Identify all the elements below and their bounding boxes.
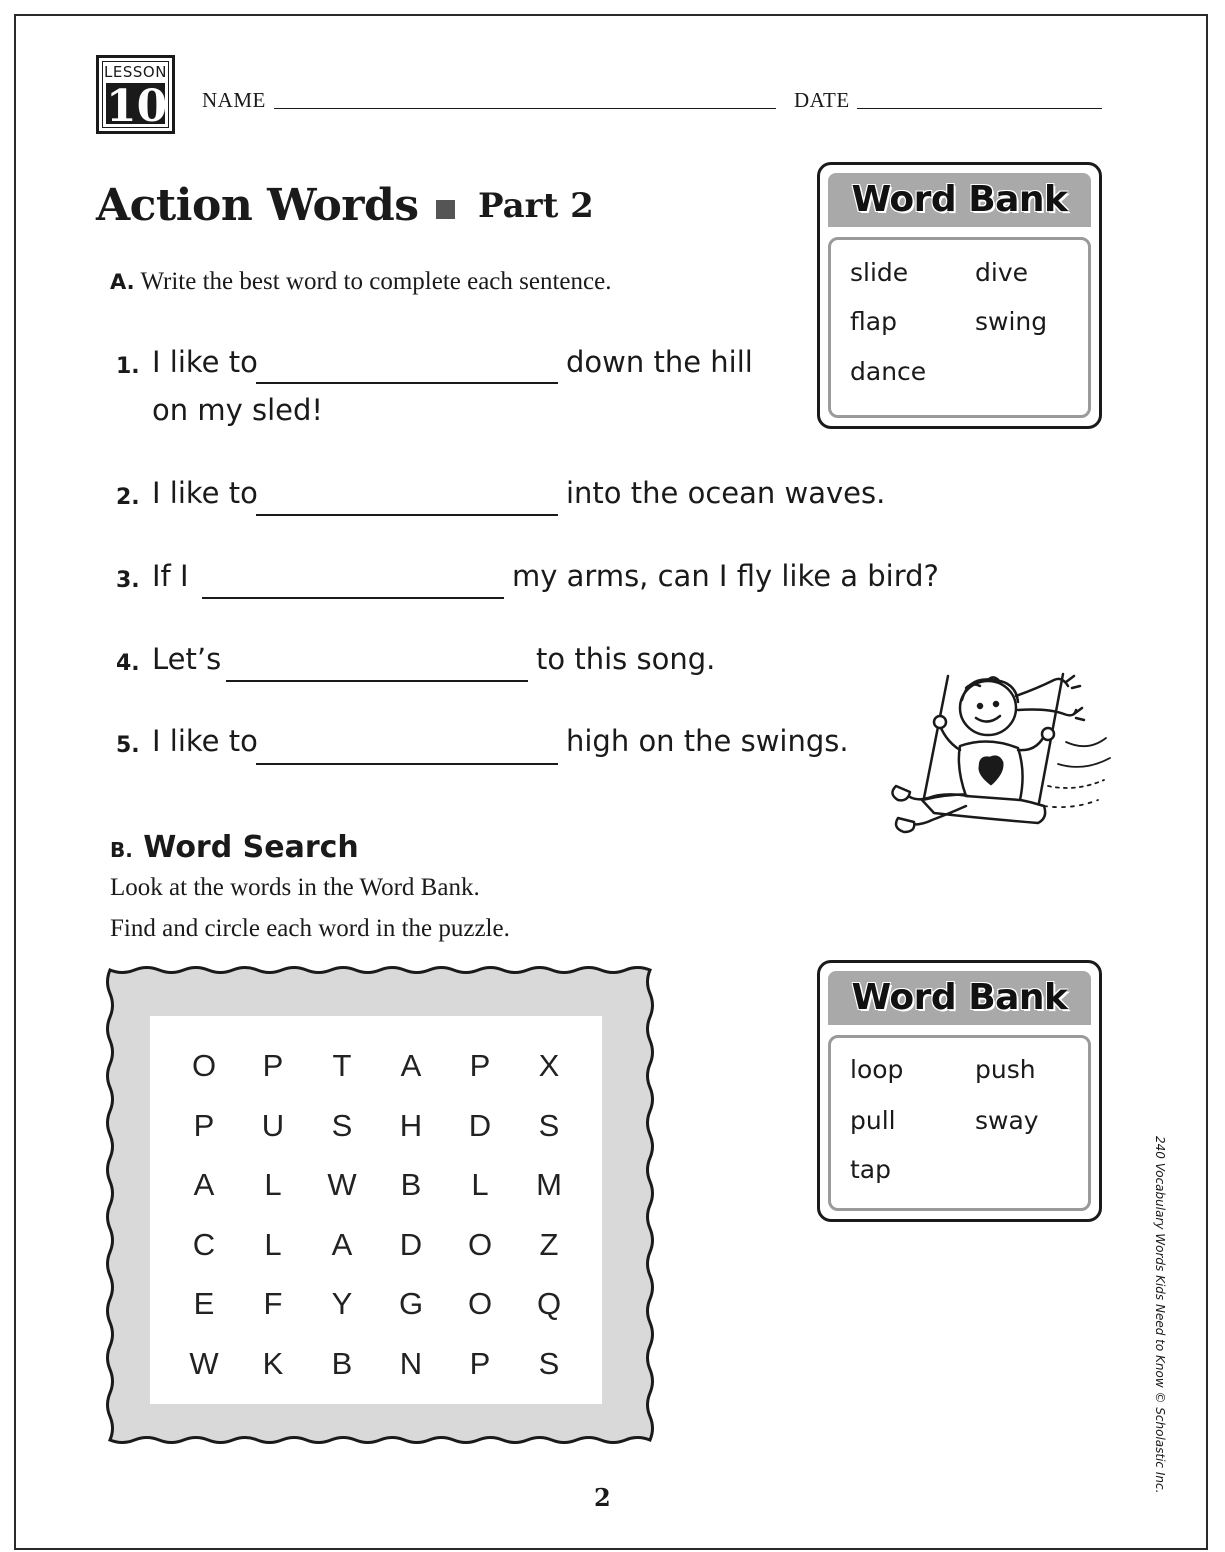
- puzzle-letter[interactable]: W: [189, 1346, 219, 1381]
- word-bank-2: [817, 960, 1102, 1222]
- answer-blank-1[interactable]: [256, 382, 558, 384]
- answer-blank-5[interactable]: [256, 763, 558, 765]
- answer-blank-4[interactable]: [226, 680, 528, 682]
- puzzle-letter[interactable]: A: [331, 1227, 353, 1262]
- puzzle-letter[interactable]: Y: [331, 1286, 353, 1321]
- word-bank-item: push: [975, 1055, 1036, 1084]
- section-a-text: Write the best word to complete each sentence.: [140, 268, 612, 295]
- word-bank-item: dive: [975, 258, 1028, 287]
- date-field[interactable]: [857, 108, 1102, 109]
- puzzle-letter[interactable]: P: [262, 1048, 284, 1083]
- word-bank-item: dance: [850, 357, 927, 386]
- word-bank-title: Word Bank: [828, 971, 1091, 1025]
- word-bank-list: [828, 237, 1091, 418]
- section-b-instruction-1: Look at the words in the Word Bank.: [110, 874, 480, 901]
- puzzle-letter[interactable]: U: [261, 1108, 285, 1143]
- copyright-credit: [1145, 1136, 1169, 1494]
- question-text-before: I like to: [152, 476, 258, 510]
- puzzle-letter[interactable]: S: [331, 1108, 353, 1143]
- puzzle-letter[interactable]: T: [332, 1048, 352, 1083]
- section-b-heading: [110, 830, 359, 865]
- question-text-before: If I: [152, 559, 189, 593]
- question-number: 1.: [116, 354, 140, 379]
- name-field[interactable]: [274, 108, 776, 109]
- puzzle-letter[interactable]: P: [469, 1048, 491, 1083]
- name-label: NAME: [202, 88, 266, 112]
- question-number: 2.: [116, 485, 140, 510]
- page-subtitle: Part 2: [478, 186, 594, 226]
- word-search-grid: [150, 1016, 602, 1404]
- puzzle-letter[interactable]: S: [538, 1108, 560, 1143]
- question-text-before: I like to: [152, 724, 258, 758]
- date-label: DATE: [794, 88, 850, 112]
- lesson-badge-frame: [102, 61, 169, 132]
- question-text-after: to this song.: [536, 642, 716, 676]
- puzzle-letter[interactable]: B: [331, 1346, 353, 1381]
- puzzle-letter[interactable]: K: [262, 1346, 284, 1381]
- puzzle-letter[interactable]: Z: [539, 1227, 559, 1262]
- question-text-after: down the hill: [566, 345, 753, 379]
- answer-blank-3[interactable]: [202, 597, 504, 599]
- word-bank-item: swing: [975, 307, 1048, 336]
- question-text-before: I like to: [152, 345, 258, 379]
- puzzle-letter[interactable]: O: [467, 1227, 493, 1262]
- puzzle-letter[interactable]: G: [398, 1286, 424, 1321]
- title-separator: [436, 200, 455, 219]
- credit-text: 240 Vocabulary Words Kids Need to Know © Scholastic Inc.: [1153, 1136, 1167, 1494]
- puzzle-letter[interactable]: B: [400, 1167, 422, 1202]
- puzzle-letter[interactable]: C: [192, 1227, 216, 1262]
- question-number: 3.: [116, 568, 140, 593]
- question-text-after: into the ocean waves.: [566, 476, 886, 510]
- word-bank-item: pull: [850, 1106, 896, 1135]
- question-number: 5.: [116, 733, 140, 758]
- puzzle-letter[interactable]: O: [191, 1048, 217, 1083]
- puzzle-letter[interactable]: P: [193, 1108, 215, 1143]
- word-bank-title: Word Bank: [828, 173, 1091, 227]
- section-b-title: Word Search: [143, 830, 359, 865]
- word-bank-item: tap: [850, 1155, 891, 1184]
- puzzle-letter[interactable]: L: [264, 1167, 282, 1202]
- girl-on-swing-illustration: [848, 668, 1118, 843]
- puzzle-letter[interactable]: F: [263, 1286, 283, 1321]
- page-number: 2: [594, 1483, 611, 1512]
- puzzle-letter[interactable]: O: [467, 1286, 493, 1321]
- puzzle-letter[interactable]: N: [399, 1346, 423, 1381]
- puzzle-letter[interactable]: X: [538, 1048, 560, 1083]
- answer-blank-2[interactable]: [256, 514, 558, 516]
- puzzle-letter[interactable]: P: [469, 1346, 491, 1381]
- puzzle-letter[interactable]: A: [400, 1048, 422, 1083]
- word-bank-item: loop: [850, 1055, 904, 1084]
- lesson-number: 10: [106, 81, 168, 132]
- question-text-after: my arms, can I fly like a bird?: [512, 559, 939, 593]
- puzzle-letter[interactable]: M: [536, 1167, 562, 1202]
- puzzle-letter[interactable]: Q: [536, 1286, 562, 1321]
- puzzle-letter[interactable]: E: [193, 1286, 215, 1321]
- question-text-before: Let’s: [152, 642, 222, 676]
- puzzle-letter[interactable]: A: [193, 1167, 215, 1202]
- section-b-instruction-2: Find and circle each word in the puzzle.: [110, 915, 510, 942]
- page-title: Action Words: [96, 180, 419, 231]
- puzzle-letter[interactable]: L: [471, 1167, 489, 1202]
- puzzle-letter[interactable]: H: [399, 1108, 423, 1143]
- word-bank-item: flap: [850, 307, 897, 336]
- puzzle-letter[interactable]: D: [468, 1108, 492, 1143]
- section-a-letter: A.: [110, 270, 135, 294]
- word-bank-item: slide: [850, 258, 909, 287]
- lesson-badge: [96, 55, 175, 134]
- section-b-letter: B.: [110, 838, 133, 862]
- question-text-continued: on my sled!: [152, 393, 324, 427]
- word-bank-list: [828, 1035, 1091, 1211]
- puzzle-letter[interactable]: D: [399, 1227, 423, 1262]
- word-bank-1: [817, 162, 1102, 429]
- question-text-after: high on the swings.: [566, 724, 849, 758]
- question-number: 4.: [116, 651, 140, 676]
- word-bank-item: sway: [975, 1106, 1039, 1135]
- puzzle-letter[interactable]: L: [264, 1227, 282, 1262]
- lesson-label: LESSON: [104, 63, 167, 81]
- section-a-instruction: [110, 268, 611, 296]
- puzzle-letter[interactable]: S: [538, 1346, 560, 1381]
- puzzle-letter[interactable]: W: [327, 1167, 357, 1202]
